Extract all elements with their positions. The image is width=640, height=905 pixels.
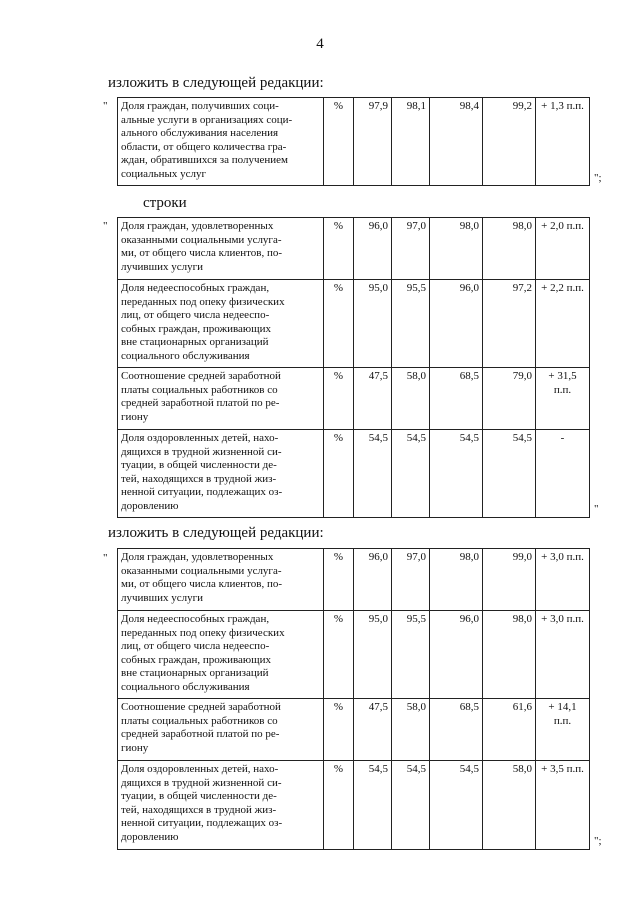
change-cell: + 3,5 п.п.: [536, 761, 590, 850]
value-cell-1: 47,5: [354, 699, 392, 761]
table-row: [118, 430, 590, 518]
value-cell-4: 99,2: [483, 98, 536, 186]
value-cell-4: 99,0: [483, 549, 536, 611]
value-cell-3: 68,5: [430, 368, 483, 430]
indicator-name-line: переданных под опеку физических: [121, 295, 285, 308]
indicator-name-line: вне стационарных организаций: [121, 336, 269, 349]
value-cell-2: 58,0: [392, 368, 430, 430]
indicator-name-line: социального обслуживания: [121, 349, 250, 362]
indicator-name-line: оказанными социальными услуга-: [121, 564, 282, 577]
indicator-name-line: Доля граждан, удовлетворенных: [121, 551, 274, 563]
indicator-name-line: вне стационарных организаций: [121, 667, 269, 680]
indicator-name-line: средней заработной платой по ре-: [121, 397, 280, 410]
indicator-name: [118, 368, 324, 430]
unit-cell: %: [324, 549, 354, 611]
value-cell-1: 54,5: [354, 761, 392, 850]
indicator-name-line: дящихся в трудной жизненной си-: [121, 445, 282, 458]
value-cell-3: 98,0: [430, 218, 483, 280]
value-cell-1: 95,0: [354, 611, 392, 699]
value-cell-1: 97,9: [354, 98, 392, 186]
value-cell-4: 58,0: [483, 761, 536, 850]
indicator-name-line: тей, находящихся в трудной жиз-: [121, 472, 277, 485]
section1-close-quote: ";: [594, 172, 602, 184]
table-row: [118, 611, 590, 699]
table-row: [118, 98, 590, 186]
value-cell-2: 95,5: [392, 280, 430, 368]
indicator-name-line: Соотношение средней заработной: [121, 370, 281, 382]
indicator-name-line: социального обслуживания: [121, 680, 250, 693]
indicator-name-line: лучивших услуги: [121, 591, 203, 604]
value-cell-1: 47,5: [354, 368, 392, 430]
indicator-name-line: туации, в общей численности де-: [121, 790, 277, 803]
unit-cell: %: [324, 98, 354, 186]
indicator-name-line: Соотношение средней заработной: [121, 701, 281, 713]
indicator-name: [118, 549, 324, 611]
indicator-name-line: Доля недееспособных граждан,: [121, 613, 270, 625]
indicator-name: [118, 430, 324, 518]
indicator-name-line: ми, от общего числа клиентов, по-: [121, 247, 283, 260]
value-cell-3: 98,0: [430, 549, 483, 611]
indicator-name-line: платы социальных работников со: [121, 714, 278, 727]
value-cell-2: 97,0: [392, 218, 430, 280]
indicator-name: [118, 218, 324, 280]
indicator-name-line: тей, находящихся в трудной жиз-: [121, 803, 277, 816]
indicator-name-line: платы социальных работников со: [121, 383, 278, 396]
indicator-name-line: ждан, обратившихся за получением: [121, 154, 289, 167]
indicator-name-line: Доля граждан, получивших соци-: [121, 100, 279, 112]
indicator-name-line: Доля граждан, удовлетворенных: [121, 220, 274, 232]
unit-cell: %: [324, 430, 354, 518]
value-cell-1: 96,0: [354, 549, 392, 611]
change-cell: + 14,1 п.п.: [536, 699, 590, 761]
value-cell-2: 98,1: [392, 98, 430, 186]
indicator-name: [118, 699, 324, 761]
section2-heading: строки: [143, 195, 187, 211]
indicator-name-line: ненной ситуации, подлежащих оз-: [121, 817, 283, 830]
indicator-name: [118, 280, 324, 368]
value-cell-1: 95,0: [354, 280, 392, 368]
change-cell: + 3,0 п.п.: [536, 611, 590, 699]
change-cell: + 3,0 п.п.: [536, 549, 590, 611]
value-cell-3: 54,5: [430, 761, 483, 850]
indicator-name-line: ми, от общего числа клиентов, по-: [121, 578, 283, 591]
indicator-name-line: Доля оздоровленных детей, нахо-: [121, 763, 279, 775]
indicator-name-line: социальных услуг: [121, 167, 207, 180]
section1-open-quote: ": [103, 100, 108, 112]
value-cell-2: 58,0: [392, 699, 430, 761]
section3-open-quote: ": [103, 552, 108, 564]
value-cell-4: 98,0: [483, 218, 536, 280]
indicator-name-line: Доля оздоровленных детей, нахо-: [121, 432, 279, 444]
indicator-name: [118, 98, 324, 186]
indicator-name-line: доровлению: [121, 830, 179, 843]
unit-cell: %: [324, 218, 354, 280]
value-cell-4: 98,0: [483, 611, 536, 699]
table-row: [118, 280, 590, 368]
indicator-name-line: ального обслуживания населения: [121, 127, 279, 140]
value-cell-3: 54,5: [430, 430, 483, 518]
indicator-name-line: собных граждан, проживающих: [121, 322, 271, 335]
section1-table: [117, 97, 590, 186]
value-cell-4: 97,2: [483, 280, 536, 368]
indicator-name-line: гиону: [121, 410, 149, 423]
value-cell-3: 98,4: [430, 98, 483, 186]
value-cell-2: 54,5: [392, 761, 430, 850]
section3-close-quote: ";: [594, 835, 602, 847]
value-cell-2: 97,0: [392, 549, 430, 611]
unit-cell: %: [324, 611, 354, 699]
indicator-name: [118, 761, 324, 850]
indicator-name-line: альные услуги в организациях соци-: [121, 113, 293, 126]
table-row: [118, 218, 590, 280]
section1-heading: изложить в следующей редакции:: [108, 75, 324, 91]
indicator-name-line: ненной ситуации, подлежащих оз-: [121, 486, 283, 499]
table-row: [118, 368, 590, 430]
indicator-name-line: Доля недееспособных граждан,: [121, 282, 270, 294]
value-cell-4: 54,5: [483, 430, 536, 518]
section2-open-quote: ": [103, 220, 108, 232]
indicator-name-line: доровлению: [121, 499, 179, 512]
unit-cell: %: [324, 368, 354, 430]
value-cell-2: 54,5: [392, 430, 430, 518]
value-cell-1: 54,5: [354, 430, 392, 518]
indicator-name-line: собных граждан, проживающих: [121, 653, 271, 666]
table-row: [118, 761, 590, 850]
indicator-name-line: оказанными социальными услуга-: [121, 233, 282, 246]
indicator-name-line: дящихся в трудной жизненной си-: [121, 776, 282, 789]
section2-table: [117, 217, 590, 518]
value-cell-4: 61,6: [483, 699, 536, 761]
page-number: 4: [316, 36, 324, 52]
indicator-name: [118, 611, 324, 699]
change-cell: + 2,2 п.п.: [536, 280, 590, 368]
section3-table: [117, 548, 590, 850]
change-cell: + 2,0 п.п.: [536, 218, 590, 280]
unit-cell: %: [324, 761, 354, 850]
indicator-name-line: лучивших услуги: [121, 260, 203, 273]
value-cell-2: 95,5: [392, 611, 430, 699]
change-cell: -: [536, 430, 590, 518]
change-cell: + 31,5 п.п.: [536, 368, 590, 430]
indicator-name-line: средней заработной платой по ре-: [121, 728, 280, 741]
value-cell-4: 79,0: [483, 368, 536, 430]
value-cell-3: 96,0: [430, 611, 483, 699]
indicator-name-line: лиц, от общего числа недееспо-: [121, 640, 270, 653]
section2-close-quote: ": [594, 503, 599, 515]
indicator-name-line: области, от общего количества гра-: [121, 140, 287, 153]
change-cell: + 1,3 п.п.: [536, 98, 590, 186]
value-cell-1: 96,0: [354, 218, 392, 280]
section3-heading: изложить в следующей редакции:: [108, 525, 324, 541]
unit-cell: %: [324, 699, 354, 761]
indicator-name-line: переданных под опеку физических: [121, 626, 285, 639]
table-row: [118, 699, 590, 761]
indicator-name-line: гиону: [121, 741, 149, 754]
value-cell-3: 96,0: [430, 280, 483, 368]
value-cell-3: 68,5: [430, 699, 483, 761]
table-row: [118, 549, 590, 611]
unit-cell: %: [324, 280, 354, 368]
indicator-name-line: лиц, от общего числа недееспо-: [121, 309, 270, 322]
indicator-name-line: туации, в общей численности де-: [121, 459, 277, 472]
